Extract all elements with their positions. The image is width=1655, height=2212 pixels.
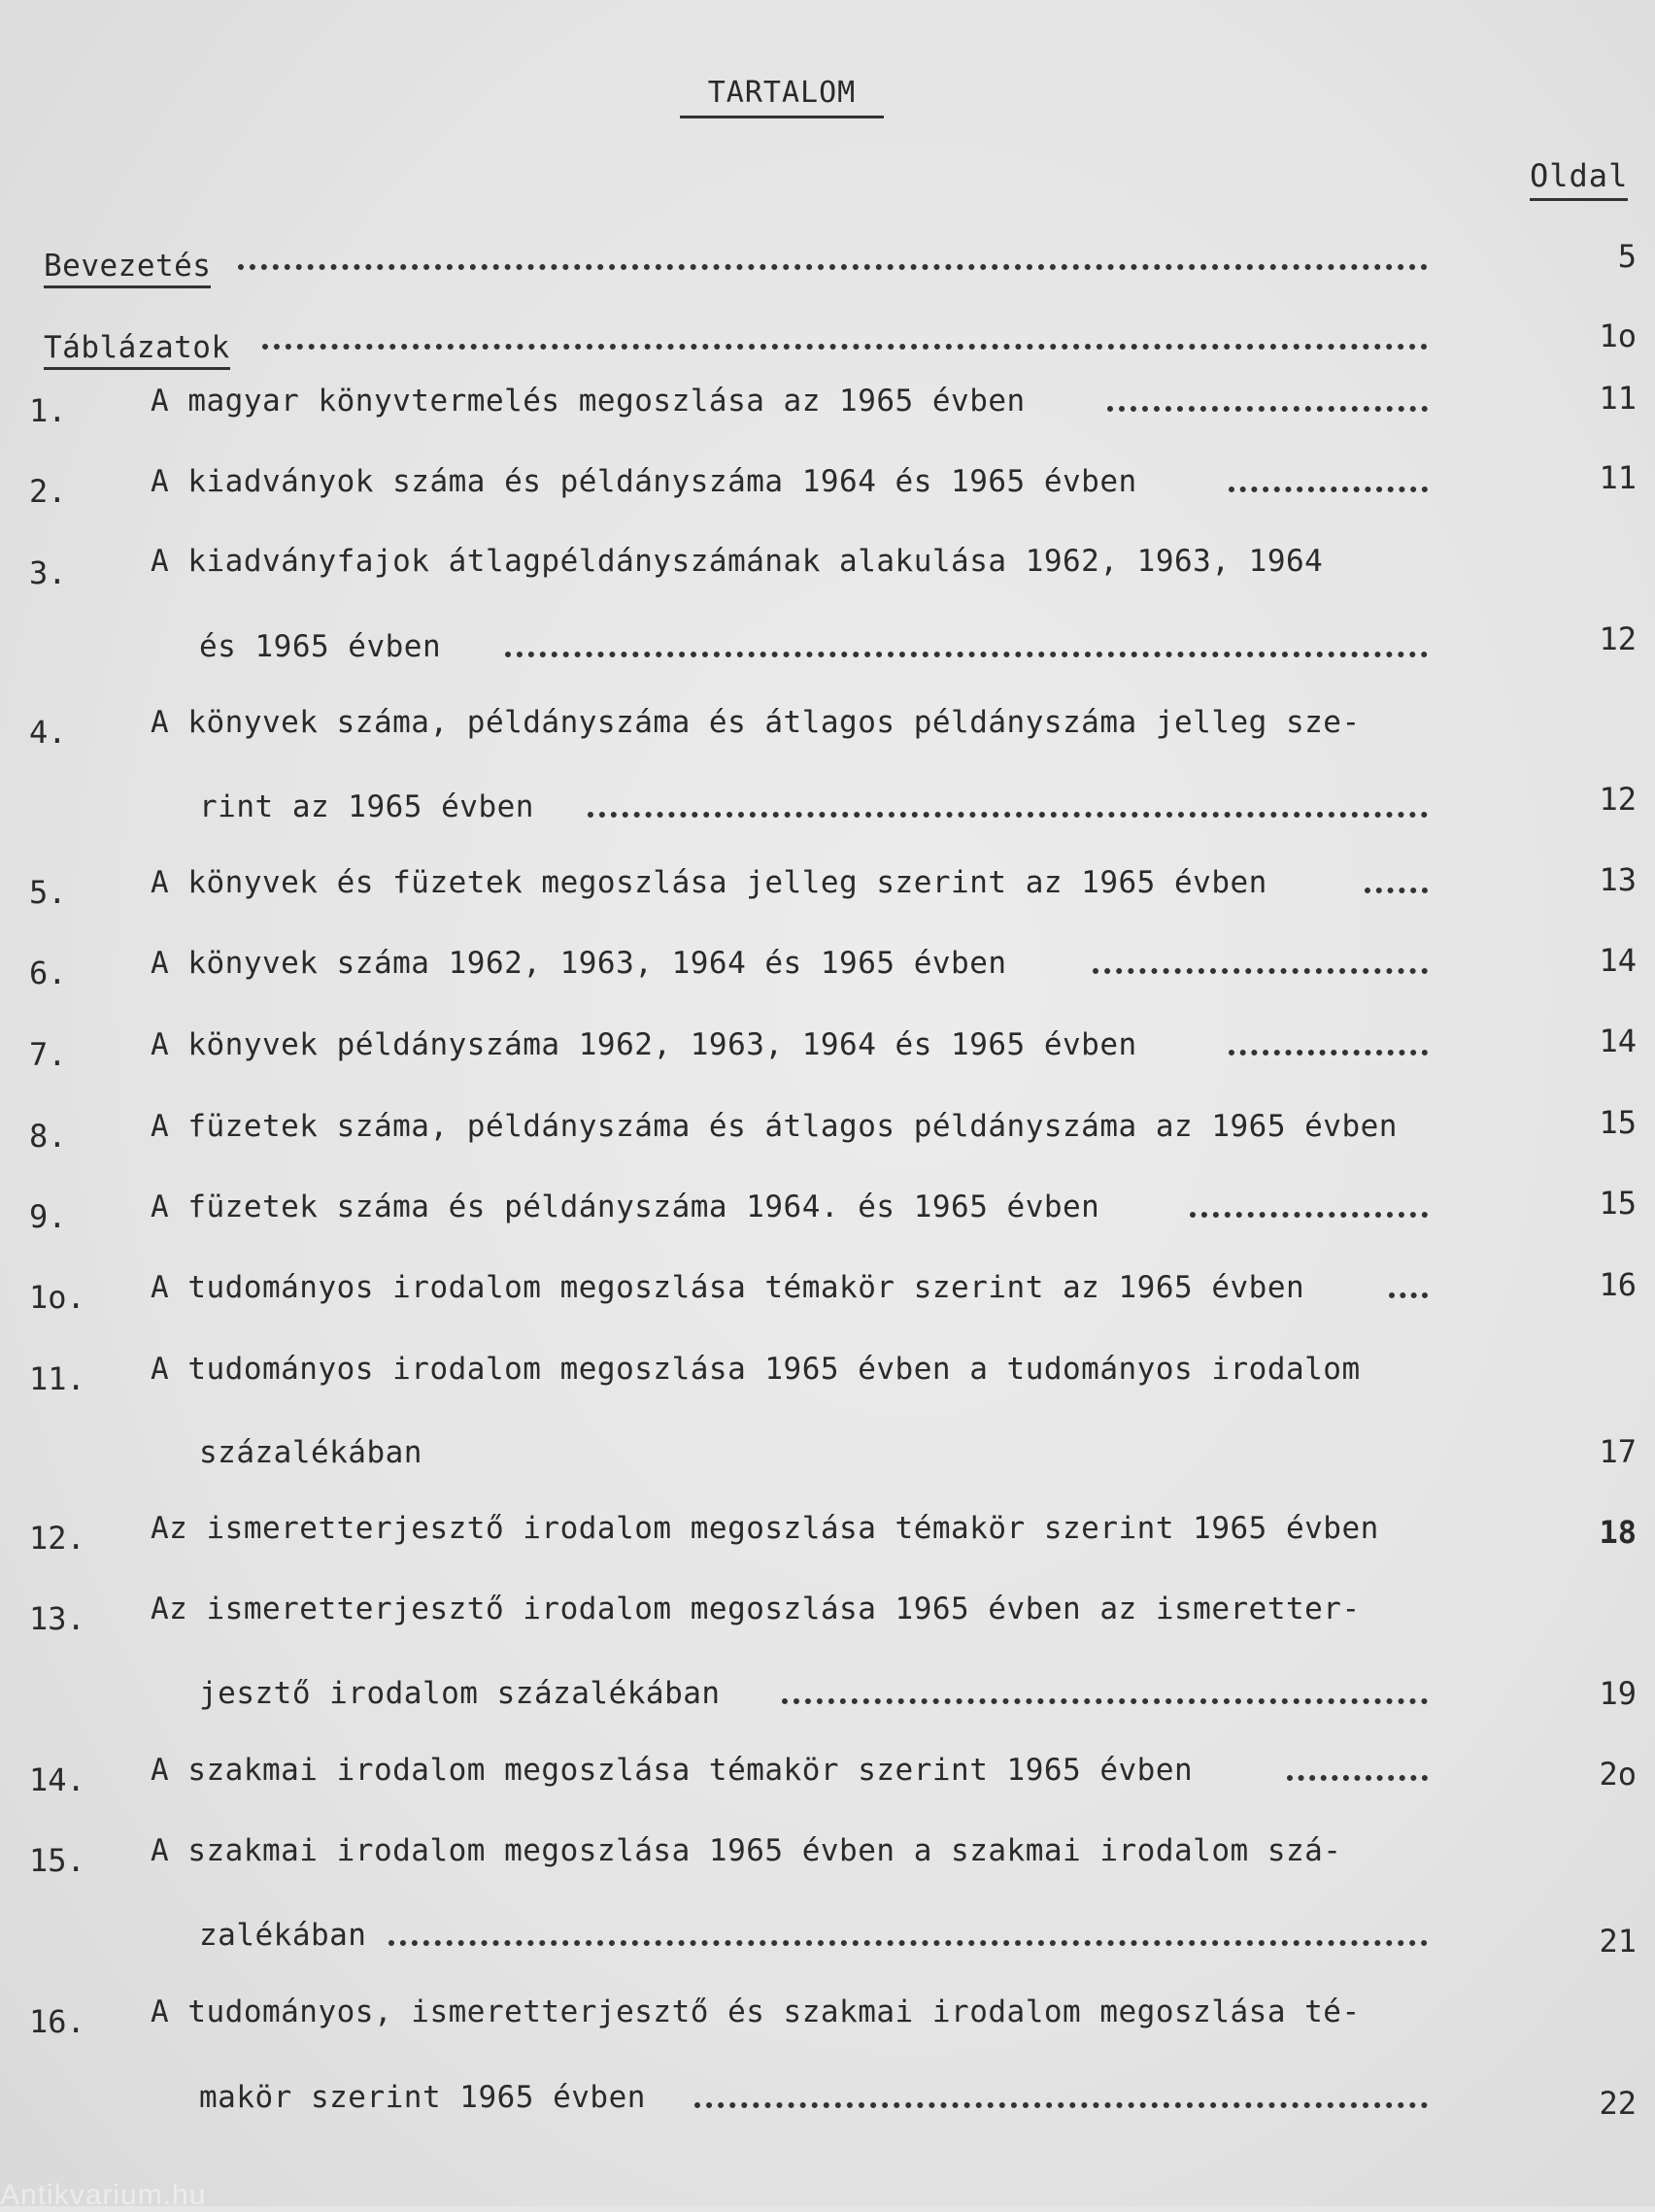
dot-leader xyxy=(1229,1040,1428,1056)
dot-leader xyxy=(1389,1283,1428,1298)
toc-item-page: 15 xyxy=(1599,1185,1637,1222)
toc-item-page: 14 xyxy=(1599,942,1637,979)
dot-leader xyxy=(1093,958,1428,974)
dot-leader xyxy=(1365,878,1428,893)
toc-item-page: 13 xyxy=(1599,861,1637,898)
toc-item-page: 21 xyxy=(1599,1923,1637,1960)
dot-leader xyxy=(1107,396,1428,412)
dot-leader xyxy=(1229,477,1428,492)
toc-item-number: 1o. xyxy=(29,1279,85,1316)
dot-leader xyxy=(694,2093,1428,2108)
toc-item-page: 14 xyxy=(1599,1022,1637,1059)
toc-item-page: 16 xyxy=(1599,1266,1637,1303)
toc-item-title-cont: rint az 1965 évben xyxy=(199,789,534,824)
toc-tables-page: 1o xyxy=(1599,318,1637,354)
toc-item-title-cont: makör szerint 1965 évben xyxy=(199,2080,646,2115)
toc-item-title-cont: jesztő irodalom százalékában xyxy=(199,1676,721,1711)
toc-item-title: Az ismeretterjesztő irodalom megoszlása témakör szerint 1965 évben xyxy=(151,1511,1379,1546)
toc-item-page: 11 xyxy=(1599,380,1637,417)
toc-item-number: 11. xyxy=(29,1360,85,1397)
toc-item-title-cont: és 1965 évben xyxy=(199,629,442,664)
dot-leader xyxy=(782,1689,1428,1704)
toc-item-number: 16. xyxy=(29,2003,85,2040)
toc-item-title-cont: zalékában xyxy=(199,1918,367,1953)
toc-item-page: 22 xyxy=(1599,2085,1637,2122)
toc-item-title: A könyvek száma 1962, 1963, 1964 és 1965 évben xyxy=(151,946,1007,981)
toc-item-title: A füzetek száma, példányszáma és átlagos példányszáma az 1965 évben xyxy=(151,1109,1398,1144)
page-column-header: Oldal xyxy=(1530,157,1628,201)
toc-item-number: 13. xyxy=(29,1600,85,1637)
toc-intro-label: Bevezetés xyxy=(44,247,211,288)
toc-item-page: 12 xyxy=(1599,620,1637,657)
toc-item-number: 3. xyxy=(29,554,67,591)
toc-item-number: 7. xyxy=(29,1036,67,1073)
toc-item-title: A könyvek példányszáma 1962, 1963, 1964 és 1965 évben xyxy=(151,1027,1137,1062)
toc-item-number: 15. xyxy=(29,1842,85,1879)
toc-item-number: 5. xyxy=(29,874,67,911)
dot-leader xyxy=(505,642,1428,657)
toc-item-page: 12 xyxy=(1599,781,1637,818)
toc-item-number: 8. xyxy=(29,1118,67,1155)
toc-item-title: A magyar könyvtermelés megoszlása az 1965 évben xyxy=(151,384,1026,419)
dot-leader xyxy=(238,254,1428,270)
toc-tables-heading: Táblázatok xyxy=(44,328,230,370)
toc-item-number: 6. xyxy=(29,955,67,991)
toc-item-title-cont: százalékában xyxy=(199,1435,422,1470)
toc-item-title: A könyvek és füzetek megoszlása jelleg szerint az 1965 évben xyxy=(151,865,1267,900)
dot-leader xyxy=(388,1930,1428,1946)
toc-item-title: A könyvek száma, példányszáma és átlagos példányszáma jelleg sze- xyxy=(151,705,1361,740)
dot-leader xyxy=(588,802,1428,818)
toc-item-title: A szakmai irodalom megoszlása 1965 évben a szakmai irodalom szá- xyxy=(151,1833,1342,1868)
toc-item-number: 4. xyxy=(29,714,67,751)
toc-item-title: Az ismeretterjesztő irodalom megoszlása 1965 évben az ismeretter- xyxy=(151,1592,1361,1626)
dot-leader xyxy=(1287,1765,1428,1781)
dot-leader xyxy=(1190,1202,1428,1218)
toc-item-title: A füzetek száma és példányszáma 1964. és 1965 évben xyxy=(151,1190,1100,1224)
toc-item-page: 18 xyxy=(1599,1514,1637,1551)
toc-item-page: 11 xyxy=(1599,459,1637,496)
toc-item-page: 19 xyxy=(1599,1675,1637,1712)
toc-item-title: A kiadványfajok átlagpéldányszámának alakulása 1962, 1963, 1964 xyxy=(151,544,1324,579)
watermark: Antikvarium.hu xyxy=(0,2179,207,2211)
toc-item-number: 1. xyxy=(29,392,67,429)
toc-item-title: A tudományos, ismeretterjesztő és szakmai irodalom megoszlása té- xyxy=(151,1994,1361,2029)
toc-item-number: 9. xyxy=(29,1198,67,1235)
toc-item-number: 12. xyxy=(29,1520,85,1557)
toc-item-number: 14. xyxy=(29,1761,85,1798)
page-title: TARTALOM xyxy=(680,76,884,118)
toc-intro-page: 5 xyxy=(1617,238,1637,275)
toc-item-number: 2. xyxy=(29,473,67,510)
toc-item-title: A tudományos irodalom megoszlása 1965 évben a tudományos irodalom xyxy=(151,1352,1361,1387)
toc-item-page: 17 xyxy=(1599,1433,1637,1470)
toc-item-title: A kiadványok száma és példányszáma 1964 és 1965 évben xyxy=(151,464,1137,499)
toc-item-page: 15 xyxy=(1599,1104,1637,1141)
toc-item-title: A szakmai irodalom megoszlása témakör szerint 1965 évben xyxy=(151,1753,1194,1788)
dot-leader xyxy=(262,334,1428,350)
toc-item-page: 2o xyxy=(1599,1756,1637,1793)
toc-item-title: A tudományos irodalom megoszlása témakör szerint az 1965 évben xyxy=(151,1270,1305,1305)
